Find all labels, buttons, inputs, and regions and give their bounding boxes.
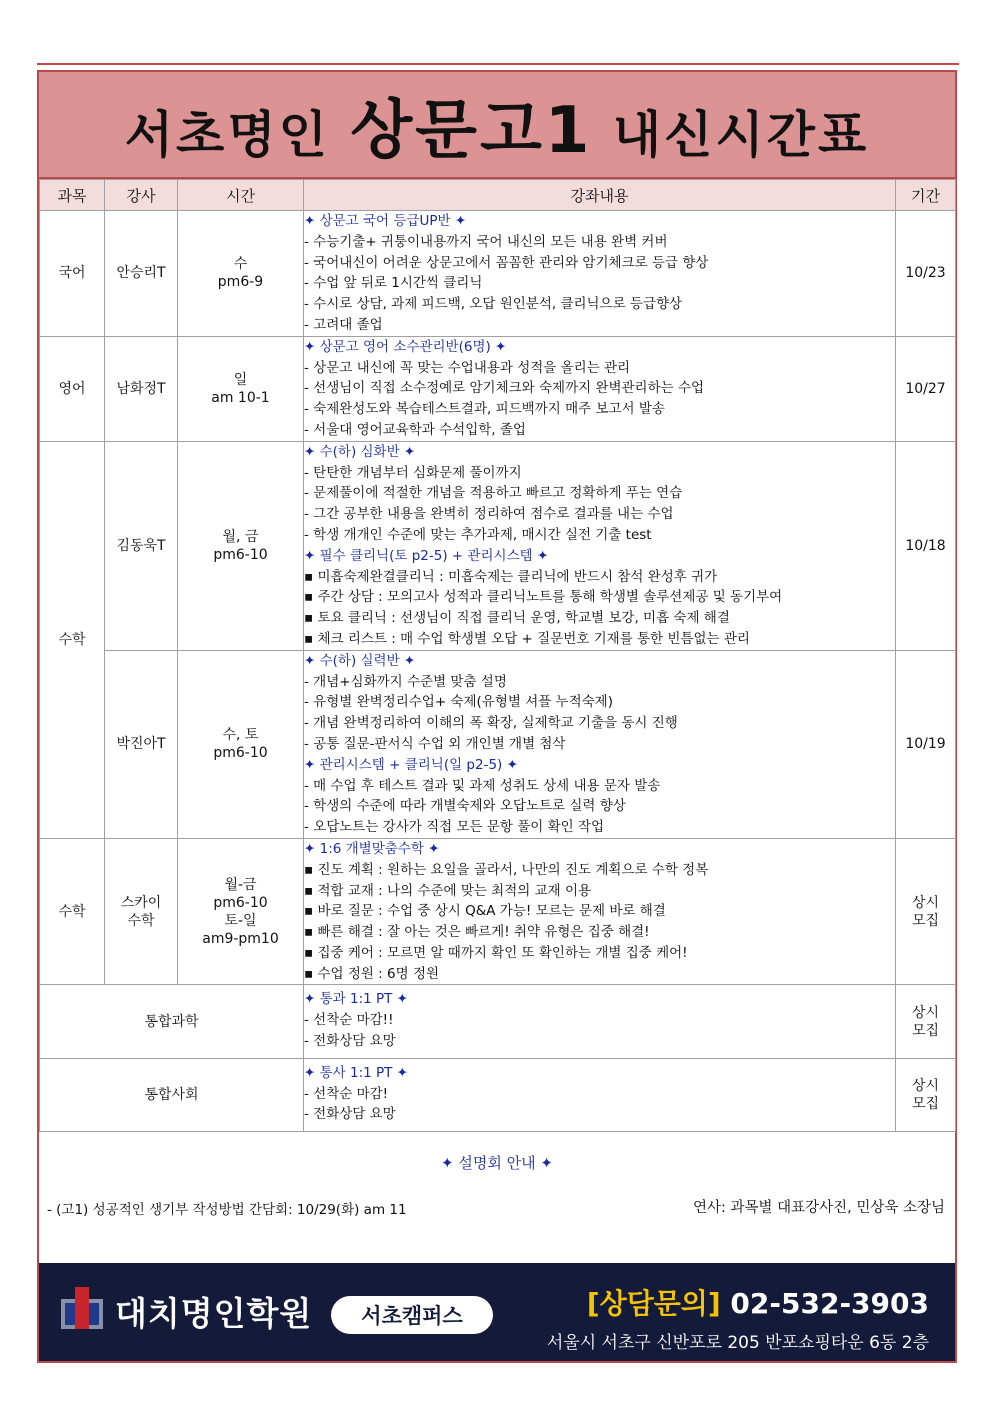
teacher-cell: 안승리T — [105, 211, 178, 337]
period-line2: 모집 — [911, 1022, 940, 1039]
course-line: - 서울대 영어교육학과 수석입학, 졸업 — [304, 421, 526, 438]
course-line: - 그간 공부한 내용을 완벽히 정리하여 점수로 결과를 내는 수업 — [304, 506, 674, 523]
time-cell — [178, 336, 304, 441]
subject-cell: 통합과학 — [40, 985, 304, 1058]
time-weekday: 월-금 — [224, 876, 257, 893]
time-cell — [178, 211, 304, 337]
time-cell — [178, 650, 304, 838]
period-line2: 모집 — [911, 912, 940, 929]
course-heading: ✦ 상문고 영어 소수관리반(6명) ✦ — [304, 338, 507, 355]
course-line: ▪ 미흡숙제완결클리닉 : 미흡숙제는 클리닉에 반드시 참석 완성후 귀가 — [304, 568, 718, 585]
course-line: - 학생의 수준에 따라 개별숙제와 오답노트로 실력 향상 — [304, 798, 626, 815]
teacher-name-line2: 수학 — [127, 912, 155, 929]
period-cell: 10/23 — [896, 211, 956, 337]
course-heading: ✦ 1:6 개별맞춤수학 ✦ — [304, 840, 440, 857]
course-line: - 선생님이 직접 소수정예로 암기체크와 숙제까지 완벽관리하는 수업 — [304, 380, 705, 397]
course-line: ▪ 바로 질문 : 수업 중 상시 Q&A 가능! 모르는 문제 바로 해결 — [304, 903, 666, 920]
table-row — [40, 211, 956, 337]
period-line2: 모집 — [911, 1096, 940, 1113]
table-row — [40, 441, 956, 650]
table-row — [40, 1058, 956, 1131]
course-line: ▪ 토요 클리닉 : 선생님이 직접 클리닉 운영, 학교별 보강, 미흡 숙제 해결 — [304, 610, 730, 627]
time-hours: am 10-1 — [211, 389, 270, 406]
teacher-name-line1: 스카이 — [120, 894, 162, 911]
time-day: 월, 금 — [222, 528, 259, 545]
contact-address: 서울시 서초구 신반포로 205 반포쇼핑타운 6동 2층 — [546, 1333, 929, 1353]
contact-block — [547, 1282, 929, 1353]
course-line: - 유형별 완벽정리수업+ 숙제(유형별 셔플 누적숙제) — [304, 694, 613, 711]
top-rule — [37, 63, 959, 65]
info-title: ✦ 설명회 안내 ✦ — [441, 1154, 553, 1172]
table-header-row — [40, 180, 956, 211]
subject-cell: 통합사회 — [40, 1058, 304, 1131]
period-cell — [896, 838, 956, 985]
course-line: - 숙제완성도와 복습테스트결과, 피드백까지 매주 보고서 발송 — [304, 401, 665, 418]
table-row — [40, 650, 956, 838]
content-cell — [304, 1058, 896, 1131]
time-cell — [178, 838, 304, 985]
teacher-cell: 박진아T — [105, 650, 178, 838]
period-cell — [896, 985, 956, 1058]
course-line: - 수능기출+ 귀퉁이내용까지 국어 내신의 모든 내용 완벽 커버 — [304, 233, 668, 250]
course-line: - 탄탄한 개념부터 심화문제 풀이까지 — [304, 464, 522, 481]
course-line: - 전화상담 요망 — [304, 1106, 396, 1123]
period-line1: 상시 — [911, 1004, 940, 1021]
time-weekend: 토-일 — [224, 912, 257, 929]
course-line: ▪ 진도 계획 : 원하는 요일을 골라서, 나만의 진도 계획으로 수학 정복 — [304, 861, 709, 878]
header-content: 강좌내용 — [304, 180, 896, 211]
title-suffix: 내신시간표 — [612, 105, 870, 164]
course-heading: ✦ 수(하) 심화반 ✦ — [304, 443, 416, 460]
info-speakers: 연사: 과목별 대표강사진, 민상욱 소장님 — [692, 1200, 945, 1216]
time-hours: pm6-10 — [213, 546, 268, 563]
contact-label: [상담문의] — [586, 1287, 721, 1320]
teacher-cell — [105, 838, 178, 985]
course-line: - 문제풀이에 적절한 개념을 적용하고 빠르고 정확하게 푸는 연습 — [304, 485, 683, 502]
subject-cell: 영어 — [40, 336, 105, 441]
course-line: - 수시로 상담, 과제 피드백, 오답 원인분석, 클리닉으로 등급향상 — [304, 296, 683, 313]
course-heading: ✦ 상문고 국어 등급UP반 ✦ — [304, 213, 467, 229]
time-hours: pm6-9 — [217, 274, 264, 291]
course-line: - 고려대 졸업 — [304, 316, 383, 333]
period-cell — [896, 1058, 956, 1131]
course-line: - 개념 완벽정리하여 이해의 폭 확장, 실제학교 기출을 동시 진행 — [304, 715, 678, 732]
course-line: ▪ 빠른 해결 : 잘 아는 것은 빠르게! 취약 유형은 집중 해결! — [304, 924, 650, 941]
course-line: ▪ 주간 상담 : 모의고사 성적과 클리닉노트를 통해 학생별 솔루션제공 및 동기부여 — [304, 589, 783, 606]
contact-phone: 02-532-3903 — [730, 1287, 929, 1320]
academy-logo-icon — [61, 1287, 103, 1335]
subject-cell: 국어 — [40, 211, 105, 337]
course-line: - 개념+심화까지 수준별 맞춤 설명 — [304, 673, 507, 690]
academy-name: 대치명인학원 — [115, 1294, 313, 1333]
table-row — [40, 838, 956, 985]
course-heading: ✦ 통과 1:1 PT ✦ — [304, 991, 408, 1008]
teacher-cell: 남화정T — [105, 336, 178, 441]
teacher-cell: 김동욱T — [105, 441, 178, 650]
course-line: - 학생 개개인 수준에 맞는 추가과제, 매시간 실전 기출 test — [304, 526, 652, 543]
footer-banner — [39, 1263, 955, 1361]
course-line: - 수업 앞 뒤로 1시간씩 클리닉 — [304, 275, 483, 292]
course-line: ▪ 체크 리스트 : 매 수업 학생별 오답 + 질문번호 기재를 통한 빈틈없는 관리 — [304, 630, 750, 647]
subject-cell: 수학 — [40, 838, 105, 985]
course-line: - 전화상담 요망 — [304, 1033, 396, 1050]
subject-cell: 수학 — [40, 441, 105, 838]
time-weekday-hours: pm6-10 — [213, 894, 268, 911]
time-hours: pm6-10 — [213, 745, 268, 762]
period-cell: 10/18 — [896, 441, 956, 650]
title-highlight: 상문고1 — [350, 93, 593, 168]
header-period: 기간 — [896, 180, 956, 211]
course-line: - 선착순 마감! — [304, 1085, 389, 1102]
period-cell: 10/27 — [896, 336, 956, 441]
period-line1: 상시 — [911, 894, 940, 911]
course-line: ▪ 집중 케어 : 모르면 알 때까지 확인 또 확인하는 개별 집중 케어! — [304, 944, 688, 961]
period-line1: 상시 — [911, 1078, 940, 1095]
content-cell — [304, 211, 896, 337]
content-cell — [304, 985, 896, 1058]
course-heading: ✦ 수(하) 실력반 ✦ — [304, 652, 416, 669]
period-cell: 10/19 — [896, 650, 956, 838]
timetable — [39, 179, 956, 1132]
info-event: - (고1) 성공적인 생기부 작성방법 간담회: 10/29(화) am 11 — [47, 1202, 407, 1218]
page-title — [125, 79, 870, 171]
campus-badge: 서초캠퍼스 — [331, 1296, 493, 1334]
time-cell — [178, 441, 304, 650]
time-day: 일 — [233, 371, 248, 388]
course-line: - 상문고 내신에 꼭 맞는 수업내용과 성적을 올리는 관리 — [304, 359, 631, 376]
time-day: 수 — [233, 256, 248, 273]
title-bar — [39, 72, 955, 179]
contact-phone-line — [547, 1282, 929, 1322]
time-weekend-hours: am9-pm10 — [202, 930, 279, 947]
course-line: - 오답노트는 강사가 직접 모든 문항 풀이 확인 작업 — [304, 819, 605, 836]
content-cell — [304, 336, 896, 441]
header-teacher: 강사 — [105, 180, 178, 211]
course-heading: ✦ 관리시스템 + 클리닉(일 p2-5) ✦ — [304, 756, 518, 773]
time-day: 수, 토 — [222, 727, 259, 744]
table-row — [40, 985, 956, 1058]
info-section — [39, 1127, 955, 1261]
content-cell — [304, 650, 896, 838]
course-line: - 매 수업 후 테스트 결과 및 과제 성취도 상세 내용 문자 발송 — [304, 777, 661, 794]
course-heading: ✦ 통사 1:1 PT ✦ — [304, 1064, 408, 1081]
course-line: - 공통 질문-판서식 수업 외 개인별 개별 첨삭 — [304, 735, 566, 752]
content-cell — [304, 441, 896, 650]
course-line: ▪ 수업 정원 : 6명 정원 — [304, 965, 440, 982]
header-subject: 과목 — [40, 180, 105, 211]
course-line: - 국어내신이 어려운 상문고에서 꼼꼼한 관리와 암기체크로 등급 향상 — [304, 254, 709, 271]
content-cell — [304, 838, 896, 985]
course-line: - 선착순 마감!! — [304, 1012, 394, 1029]
title-prefix: 서초명인 — [124, 105, 330, 164]
course-heading: ✦ 필수 클리닉(토 p2-5) + 관리시스템 ✦ — [304, 547, 549, 564]
timetable-frame — [37, 70, 957, 1363]
table-row — [40, 336, 956, 441]
course-line: ▪ 적합 교재 : 나의 수준에 맞는 최적의 교재 이용 — [304, 882, 592, 899]
header-time: 시간 — [178, 180, 304, 211]
